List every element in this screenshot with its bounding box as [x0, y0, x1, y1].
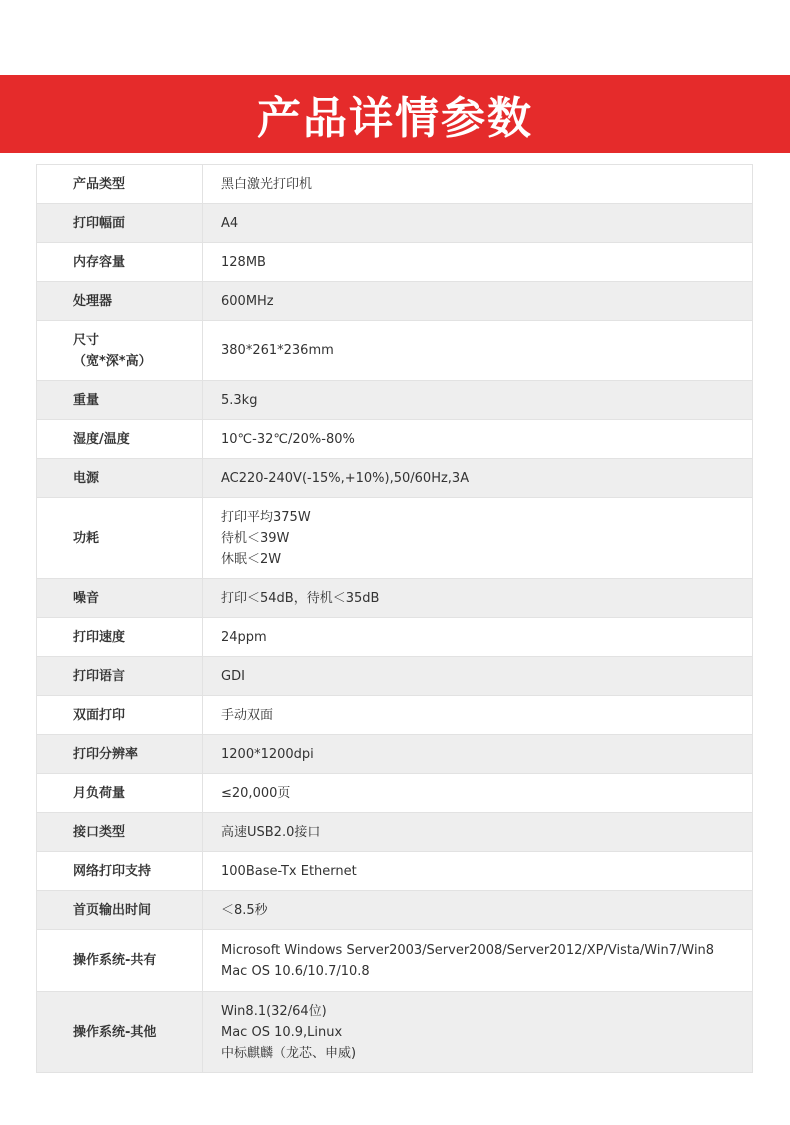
spec-value-line: Win8.1(32/64位)	[221, 1003, 327, 1019]
spec-value-line: ＜8.5秒	[221, 902, 268, 918]
spec-value	[203, 243, 753, 282]
spec-value	[203, 579, 753, 618]
spec-value-line: 黑白激光打印机	[221, 176, 313, 192]
spec-label-main: 尺寸	[73, 332, 100, 348]
spec-row	[37, 735, 753, 774]
spec-value-line: 600MHz	[221, 293, 274, 309]
spec-value	[203, 165, 753, 204]
spec-value-line: 10℃-32℃/20%-80%	[221, 431, 355, 447]
spec-label: 打印分辨率	[37, 735, 203, 774]
title-banner	[0, 75, 790, 153]
spec-row	[37, 618, 753, 657]
spec-label: 打印幅面	[37, 204, 203, 243]
spec-table	[36, 164, 753, 1073]
spec-row	[37, 381, 753, 420]
spec-value	[203, 891, 753, 930]
spec-label: 接口类型	[37, 813, 203, 852]
spec-value-line: GDI	[221, 668, 245, 684]
spec-value	[203, 992, 753, 1073]
spec-row	[37, 204, 753, 243]
spec-label	[37, 321, 203, 381]
spec-row	[37, 321, 753, 381]
spec-value-line: 打印＜54dB，待机＜35dB	[221, 590, 380, 606]
spec-row	[37, 992, 753, 1073]
spec-value-line: 5.3kg	[221, 392, 258, 408]
spec-value	[203, 930, 753, 992]
spec-value-line: 休眠＜2W	[221, 551, 282, 567]
spec-value-line: Mac OS 10.9,Linux	[221, 1024, 343, 1040]
spec-row	[37, 243, 753, 282]
spec-row	[37, 813, 753, 852]
spec-label: 操作系统-共有	[37, 930, 203, 992]
spec-row	[37, 282, 753, 321]
spec-row	[37, 774, 753, 813]
spec-value-line: 高速USB2.0接口	[221, 824, 321, 840]
spec-value-line: 24ppm	[221, 629, 267, 645]
spec-row	[37, 579, 753, 618]
spec-label-sub: （宽*深*高）	[73, 353, 152, 369]
spec-value	[203, 774, 753, 813]
spec-label: 湿度/温度	[37, 420, 203, 459]
spec-value	[203, 204, 753, 243]
spec-label: 处理器	[37, 282, 203, 321]
spec-label: 首页输出时间	[37, 891, 203, 930]
spec-value	[203, 813, 753, 852]
spec-row	[37, 498, 753, 579]
spec-label: 双面打印	[37, 696, 203, 735]
spec-value	[203, 381, 753, 420]
spec-value-line: 中标麒麟（龙芯、申威)	[221, 1045, 357, 1061]
spec-value	[203, 282, 753, 321]
spec-value	[203, 618, 753, 657]
spec-label: 内存容量	[37, 243, 203, 282]
spec-row	[37, 891, 753, 930]
spec-row	[37, 930, 753, 992]
spec-label: 网络打印支持	[37, 852, 203, 891]
spec-label: 月负荷量	[37, 774, 203, 813]
spec-value-line: 待机＜39W	[221, 530, 290, 546]
spec-row	[37, 696, 753, 735]
spec-label: 操作系统-其他	[37, 992, 203, 1073]
spec-value	[203, 657, 753, 696]
spec-value	[203, 321, 753, 381]
spec-value-line: AC220-240V(-15%,+10%),50/60Hz,3A	[221, 470, 470, 486]
spec-value-line: A4	[221, 215, 239, 231]
spec-value-line: 1200*1200dpi	[221, 746, 314, 762]
spec-value	[203, 459, 753, 498]
spec-value-line: ≤20,000页	[221, 785, 291, 801]
spec-row	[37, 459, 753, 498]
spec-value	[203, 852, 753, 891]
spec-label: 噪音	[37, 579, 203, 618]
spec-value	[203, 498, 753, 579]
spec-value-line: Mac OS 10.6/10.7/10.8	[221, 963, 370, 979]
spec-label: 产品类型	[37, 165, 203, 204]
spec-label: 重量	[37, 381, 203, 420]
spec-value	[203, 735, 753, 774]
spec-value-line: Microsoft Windows Server2003/Server2008/Server2012/XP/Vista/Win7/Win8	[221, 942, 715, 958]
spec-row	[37, 165, 753, 204]
spec-label: 功耗	[37, 498, 203, 579]
spec-label: 电源	[37, 459, 203, 498]
spec-row	[37, 852, 753, 891]
spec-label: 打印速度	[37, 618, 203, 657]
spec-row	[37, 657, 753, 696]
banner-title: 产品详情参数	[257, 93, 533, 144]
spec-value-line: 100Base-Tx Ethernet	[221, 863, 357, 879]
spec-row	[37, 420, 753, 459]
spec-value-line: 128MB	[221, 254, 266, 270]
spec-value	[203, 420, 753, 459]
spec-label: 打印语言	[37, 657, 203, 696]
spec-value-line: 手动双面	[221, 707, 274, 723]
spec-value-line: 380*261*236mm	[221, 343, 334, 358]
spec-value-line: 打印平均375W	[221, 509, 311, 525]
spec-value	[203, 696, 753, 735]
